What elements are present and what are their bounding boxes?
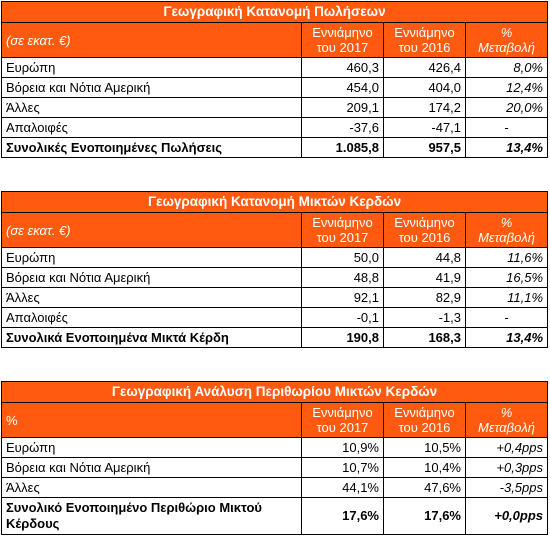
col-2017-header: Εννιάμηνο του 2017 — [302, 213, 384, 248]
value-2017: 48,8 — [302, 268, 384, 288]
table-header-row — [2, 403, 548, 438]
value-2017: 10,7% — [302, 458, 384, 478]
table-row — [2, 268, 548, 288]
total-2016: 17,6% — [384, 498, 466, 535]
total-label: Συνολικές Ενοποιημένες Πωλήσεις — [2, 138, 302, 158]
col-change-header: % Μεταβολή — [466, 403, 548, 438]
value-2016: 174,2 — [384, 98, 466, 118]
table-row — [2, 438, 548, 458]
col-2016-header: Εννιάμηνο του 2016 — [384, 213, 466, 248]
value-2016: 41,9 — [384, 268, 466, 288]
row-label: Βόρεια και Νότια Αμερική — [2, 458, 302, 478]
change-value: 11,6% — [466, 248, 548, 268]
table-row — [2, 58, 548, 78]
table-row — [2, 78, 548, 98]
row-label: Ευρώπη — [2, 438, 302, 458]
gross-profit-distribution-table — [1, 191, 548, 348]
table-header-row — [2, 23, 548, 58]
total-2017: 190,8 — [302, 328, 384, 348]
value-2016: 47,6% — [384, 478, 466, 498]
total-row — [2, 328, 548, 348]
change-value: -3,5pps — [466, 478, 548, 498]
total-row — [2, 138, 548, 158]
table-row — [2, 308, 548, 328]
value-2017: 454,0 — [302, 78, 384, 98]
value-2017: 209,1 — [302, 98, 384, 118]
total-2016: 168,3 — [384, 328, 466, 348]
row-label: Βόρεια και Νότια Αμερική — [2, 78, 302, 98]
value-2017: -0,1 — [302, 308, 384, 328]
table-row — [2, 118, 548, 138]
col-2017-header: Εννιάμηνο του 2017 — [302, 23, 384, 58]
value-2017: 92,1 — [302, 288, 384, 308]
table-title: Γεωγραφική Ανάλυση Περιθωρίου Μικτών Κερδών — [2, 382, 548, 403]
col-2016-header: Εννιάμηνο του 2016 — [384, 403, 466, 438]
value-2016: 404,0 — [384, 78, 466, 98]
value-2017: 10,9% — [302, 438, 384, 458]
value-2017: 460,3 — [302, 58, 384, 78]
total-change: 13,4% — [466, 328, 548, 348]
value-2017: -37,6 — [302, 118, 384, 138]
change-value: +0,4pps — [466, 438, 548, 458]
row-label: Άλλες — [2, 288, 302, 308]
unit-header: % — [2, 403, 302, 438]
total-2017: 17,6% — [302, 498, 384, 535]
change-value: 11,1% — [466, 288, 548, 308]
table-row — [2, 458, 548, 478]
value-2016: 44,8 — [384, 248, 466, 268]
change-value: - — [466, 308, 548, 328]
change-value: 12,4% — [466, 78, 548, 98]
value-2016: 10,5% — [384, 438, 466, 458]
change-value: - — [466, 118, 548, 138]
table-row — [2, 98, 548, 118]
value-2017: 44,1% — [302, 478, 384, 498]
value-2017: 50,0 — [302, 248, 384, 268]
col-change-header: % Μεταβολή — [466, 23, 548, 58]
row-label: Ευρώπη — [2, 58, 302, 78]
change-value: +0,3pps — [466, 458, 548, 478]
total-2017: 1.085,8 — [302, 138, 384, 158]
row-label: Ευρώπη — [2, 248, 302, 268]
table-title-row — [2, 2, 548, 23]
change-value: 16,5% — [466, 268, 548, 288]
row-label: Απαλοιφές — [2, 118, 302, 138]
table-row — [2, 478, 548, 498]
change-value: 8,0% — [466, 58, 548, 78]
value-2016: 82,9 — [384, 288, 466, 308]
row-label: Άλλες — [2, 478, 302, 498]
unit-header: (σε εκατ. €) — [2, 213, 302, 248]
table-title-row — [2, 382, 548, 403]
total-label: Συνολικά Ενοποιημένα Μικτά Κέρδη — [2, 328, 302, 348]
col-2017-header: Εννιάμηνο του 2017 — [302, 403, 384, 438]
gross-margin-analysis-table — [1, 381, 548, 535]
value-2016: -47,1 — [384, 118, 466, 138]
row-label: Απαλοιφές — [2, 308, 302, 328]
table-header-row — [2, 213, 548, 248]
table-row — [2, 248, 548, 268]
value-2016: -1,3 — [384, 308, 466, 328]
col-2016-header: Εννιάμηνο του 2016 — [384, 23, 466, 58]
total-change: 13,4% — [466, 138, 548, 158]
total-change: +0,0pps — [466, 498, 548, 535]
col-change-header: % Μεταβολή — [466, 213, 548, 248]
unit-header: (σε εκατ. €) — [2, 23, 302, 58]
change-value: 20,0% — [466, 98, 548, 118]
table-title-row — [2, 192, 548, 213]
value-2016: 10,4% — [384, 458, 466, 478]
table-title: Γεωγραφική Κατανομή Πωλήσεων — [2, 2, 548, 23]
value-2016: 426,4 — [384, 58, 466, 78]
total-row — [2, 498, 548, 535]
total-label: Συνολικό Ενοποιημένο Περιθώριο Μικτού Κέρδους — [2, 498, 302, 535]
row-label: Βόρεια και Νότια Αμερική — [2, 268, 302, 288]
sales-distribution-table — [1, 1, 548, 158]
table-row — [2, 288, 548, 308]
total-2016: 957,5 — [384, 138, 466, 158]
table-title: Γεωγραφική Κατανομή Μικτών Κερδών — [2, 192, 548, 213]
row-label: Άλλες — [2, 98, 302, 118]
